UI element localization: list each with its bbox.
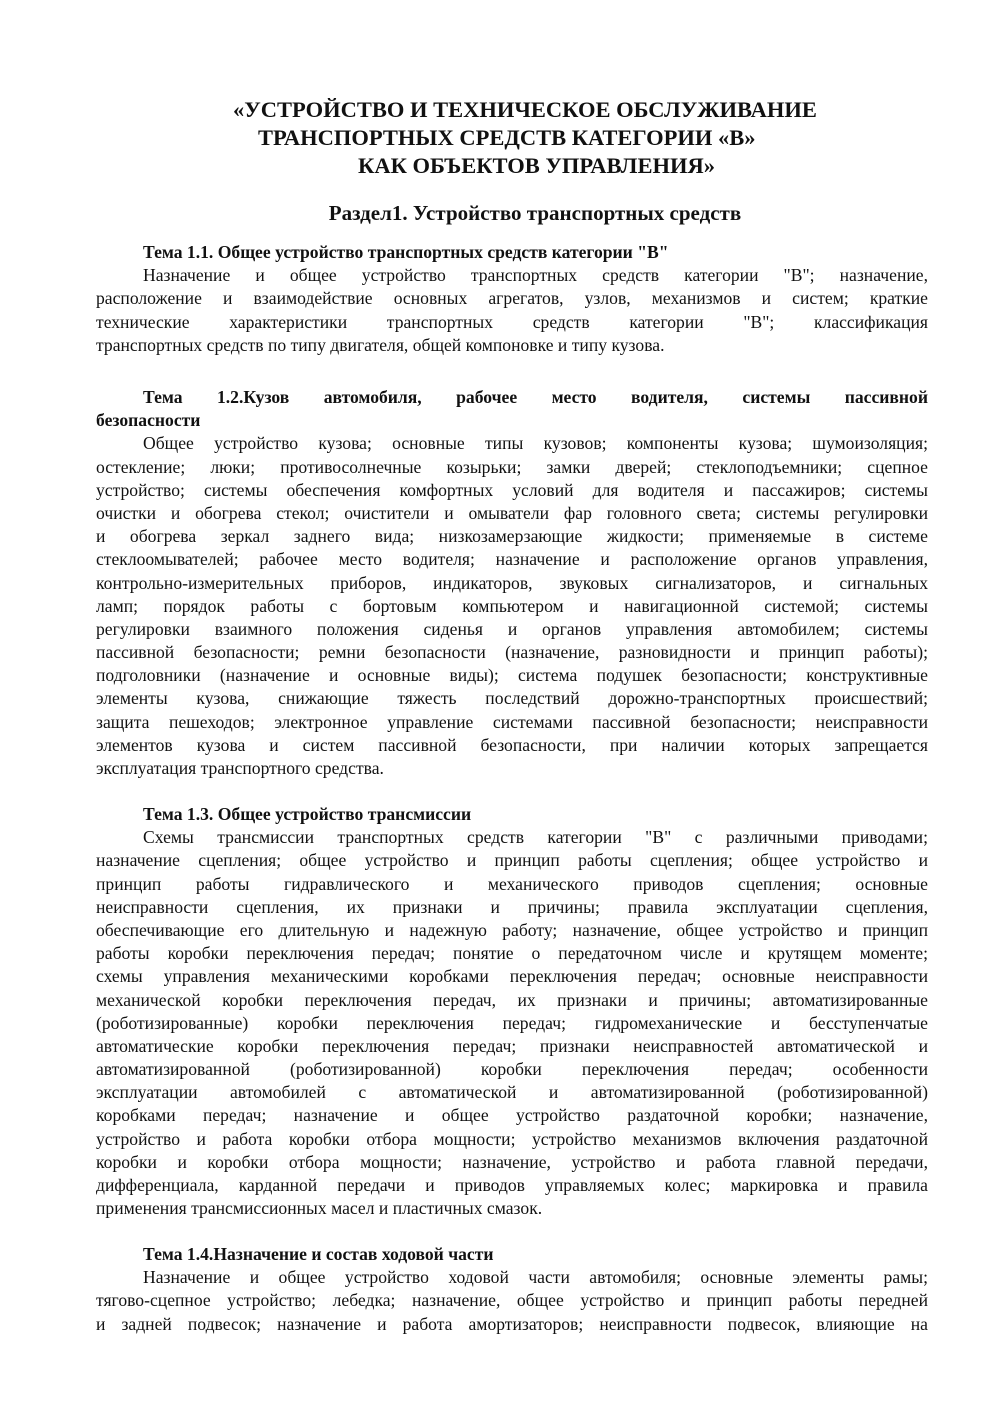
- topic-body-line: транспортных средств по типу двигателя, общей компоновке и типу кузова.: [96, 334, 665, 355]
- topic-body-line: (роботизированные) коробки переключения передач; гидромеханические и бесступенчатые: [96, 1012, 928, 1033]
- topic-body-line: технические характеристики транспортных средств категории "В"; классификация: [96, 311, 928, 332]
- section-heading: Раздел1. Устройство транспортных средств: [328, 201, 742, 225]
- topic-body-line: эксплуатации автомобилей с автоматической и автоматизированной (роботизированной): [96, 1082, 928, 1103]
- topic-body-line: эксплуатация транспортного средства.: [96, 758, 384, 778]
- title-line-2: ТРАНСПОРТНЫХ СРЕДСТВ КАТЕГОРИИ «В»: [258, 125, 756, 150]
- topic-1-3: [96, 803, 928, 1220]
- topic-body-line: автоматизированной (роботизированной) коробки переключения передач; особенности: [96, 1059, 928, 1080]
- topic-1-1: [96, 241, 928, 357]
- topic-1-4: [96, 1243, 928, 1336]
- topic-body-line: коробки и коробки отбора мощности; назначение, устройство и работа главной передачи,: [96, 1151, 928, 1172]
- topic-body-line: Схемы трансмиссии транспортных средств категории "В" с различными приводами;: [143, 827, 928, 848]
- topic-body-line: Назначение и общее устройство ходовой части автомобиля; основные элементы рамы;: [143, 1267, 928, 1288]
- topic-body-line: элементов кузова и систем пассивной безопасности, при наличии которых запрещается: [96, 734, 928, 755]
- topic-body-line: принцип работы гидравлического и механического приводов сцепления; основные: [96, 873, 928, 894]
- topic-body-line: Общее устройство кузова; основные типы кузовов; компоненты кузова; шумоизоляция;: [143, 433, 928, 454]
- topic-body-line: стеклоомывателей; рабочее место водителя; назначение и расположение органов управления,: [96, 549, 928, 570]
- topic-body-line: работы коробки переключения передач; понятие о передаточном числе и крутящем моменте;: [96, 943, 928, 964]
- topic-body-line: схемы управления механическими коробками переключения передач; основные неисправности: [96, 966, 928, 987]
- topic-body-line: дифференциала, карданной передачи и приводов управляемых колес; маркировка и правила: [96, 1175, 928, 1195]
- topic-body-line: назначение сцепления; общее устройство и принцип работы сцепления; общее устройство и: [96, 850, 928, 871]
- title-line-3: КАК ОБЪЕКТОВ УПРАВЛЕНИЯ»: [358, 153, 715, 178]
- topic-body-line: регулировки взаимного положения сиденья и органов управления автомобилем; системы: [96, 618, 928, 639]
- topic-body-line: остекление; люки; противосолнечные козырьки; замки дверей; стеклоподъемники; сцепное: [96, 456, 928, 477]
- topic-heading-line: Тема 1.3. Общее устройство трансмиссии: [143, 804, 472, 824]
- topic-body-line: подголовники (назначение и основные виды); система подушек безопасности; конструктивные: [96, 665, 928, 686]
- topic-body-line: и задней подвесок; назначение и работа амортизаторов; неисправности подвесок, влияющие на: [96, 1313, 928, 1334]
- topic-body-line: тягово-сцепное устройство; лебедка; назначение, общее устройство и принцип работы передней: [96, 1290, 928, 1311]
- topic-body-line: неисправности сцепления, их признаки и причины; правила эксплуатации сцепления,: [96, 896, 928, 917]
- topic-body-line: коробками передач; назначение и общее устройство раздаточной коробки; назначение,: [96, 1105, 928, 1126]
- topic-heading-line: Тема 1.4.Назначение и состав ходовой части: [143, 1244, 494, 1264]
- topic-heading-line: Тема 1.2.Кузов автомобиля, рабочее место водителя, системы пассивной: [143, 387, 928, 407]
- topic-body-line: устройство и работа коробки отбора мощности; устройство механизмов включения раздаточной: [96, 1128, 928, 1149]
- topic-body-line: элементы кузова, снижающие тяжесть последствий дорожно-транспортных происшествий;: [96, 688, 928, 709]
- topic-body-line: расположение и взаимодействие основных агрегатов, узлов, механизмов и систем; краткие: [96, 288, 928, 309]
- topic-body-line: очистки и обогрева стекол; очистители и омыватели фар головного света; системы регулировки: [96, 502, 928, 523]
- topic-body-line: контрольно-измерительных приборов, индикаторов, звуковых сигнализаторов, и сигнальных: [96, 572, 928, 593]
- topic-body-line: пассивной безопасности; ремни безопасности (назначение, разновидности и принцип работы);: [96, 642, 928, 663]
- topic-1-2: [96, 386, 928, 780]
- topic-body-line: устройство; системы обеспечения комфортных условий для водителя и пассажиров; системы: [96, 479, 928, 500]
- topic-heading-line: безопасности: [96, 410, 201, 431]
- topic-body-line: защита пешеходов; электронное управление системами пассивной безопасности; неисправности: [96, 711, 928, 732]
- topic-body-line: применения трансмиссионных масел и пластичных смазок.: [96, 1198, 543, 1219]
- topic-heading-line: Тема 1.1. Общее устройство транспортных средств категории "В": [143, 242, 669, 262]
- topic-body-line: Назначение и общее устройство транспортных средств категории "В"; назначение,: [143, 265, 928, 286]
- topic-body-line: ламп; порядок работы с бортовым компьютером и навигационной системой; системы: [96, 595, 928, 616]
- topic-body-line: и обогрева зеркал заднего вида; низкозамерзающие жидкости; применяемые в системе: [96, 526, 928, 547]
- topic-body-line: обеспечивающие его длительную и надежную работу; назначение, общее устройство и принцип: [96, 919, 928, 940]
- topic-body-line: автоматические коробки переключения передач; признаки неисправностей автоматической и: [96, 1035, 928, 1056]
- topic-body-line: механической коробки переключения передач, их признаки и причины; автоматизированные: [96, 989, 928, 1010]
- title-line-1: «УСТРОЙСТВО И ТЕХНИЧЕСКОЕ ОБСЛУЖИВАНИЕ: [233, 97, 817, 122]
